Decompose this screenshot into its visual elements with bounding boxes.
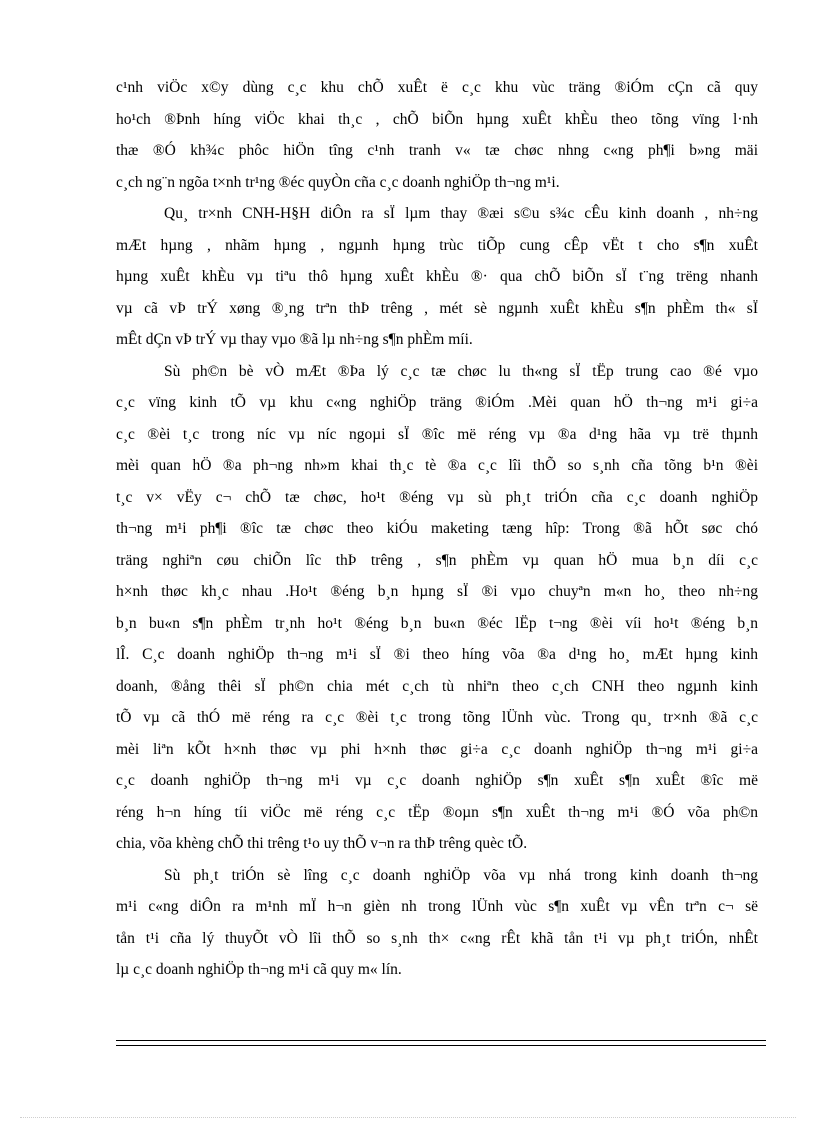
text-line: mèi liªn kÕt h×nh thøc vµ phi h×nh thøc gi÷a c¸c doanh nghiÖp th¬ng m¹i gi÷a bbox=[116, 740, 758, 758]
text-line: m¹i c«ng diÔn ra m¹nh mÏ h¬n gièn nh trong lÜnh vùc s¶n xuÊt vµ vÊn trªn c¬ së bbox=[116, 898, 758, 915]
text-line: mèi quan hÖ ®a ph¬ng nh»m khai th¸c tè ®a c¸c lîi thÕ so s¸nh cña tõng b¹n ®èi bbox=[116, 457, 758, 474]
document-body bbox=[116, 72, 758, 986]
text-line: c¸c doanh nghiÖp th¬ng m¹i vµ c¸c doanh nghiÖp s¶n xuÊt s¶n xuÊt ®îc më bbox=[116, 772, 758, 789]
text-line: t¸c v× vËy c¬ chÕ tæ chøc, ho¹t ®éng vµ sù ph¸t triÓn cña c¸c doanh nghiÖp bbox=[116, 488, 758, 506]
paragraph-3 bbox=[116, 356, 758, 860]
text-line: chia, võa khèng chÕ thi trêng t¹o uy thÕ v¬n ra thÞ trêng quèc tÕ. bbox=[116, 835, 528, 852]
text-line: h×nh thøc kh¸c nhau .Ho¹t ®éng b¸n hµng sÏ ®i vµo chuyªn m«n ho¸ theo nh÷ng bbox=[116, 583, 758, 600]
text-line: mÆt hµng , nhãm hµng , ngµnh hµng trùc tiÕp cung cÊp vËt t cho s¶n xuÊt bbox=[116, 236, 758, 254]
text-line: ho¹ch ®Þnh híng viÖc khai th¸c , chÕ biÕn hµng xuÊt khÈu theo tõng vïng l·nh bbox=[116, 110, 758, 128]
text-line: thæ ®Ó kh¾c phôc hiÖn tîng c¹nh tranh v« tæ chøc nhng c«ng ph¶i b»ng mäi bbox=[116, 142, 758, 159]
text-line: hµng xuÊt khÈu vµ tiªu thô hµng xuÊt khÈu ®· qua chÕ biÕn sÏ t¨ng trëng nhanh bbox=[116, 268, 758, 285]
paragraph-1 bbox=[116, 72, 758, 198]
text-line: th¬ng m¹i ph¶i ®îc tæ chøc theo kiÓu maketing tæng hîp: Trong ®ã hÕt søc chó bbox=[116, 520, 758, 537]
text-line: b¸n bu«n s¶n phÈm tr¸nh ho¹t ®éng b¸n bu«n ®éc lËp t¬ng ®èi víi ho¹t ®éng b¸n bbox=[116, 614, 758, 632]
text-line: c¹nh viÖc x©y dùng c¸c khu chÕ xuÊt ë c¸c khu vùc träng ®iÓm cÇn cã quy bbox=[116, 79, 758, 96]
text-line: vµ cã vÞ trÝ xøng ®¸ng trªn thÞ trêng , mét sè ngµnh xuÊt khÈu s¶n phÈm th« sÏ bbox=[116, 299, 758, 317]
text-line: réng h¬n híng tíi viÖc më réng c¸c tËp ®oµn s¶n xuÊt th¬ng m¹i ®Ó võa ph©n bbox=[116, 803, 758, 821]
text-line: c¸ch ng¨n ngõa t×nh tr¹ng ®éc quyÒn cña c¸c doanh nghiÖp th¬ng m¹i. bbox=[116, 173, 560, 191]
text-line: mÊt dÇn vÞ trÝ vµ thay vµo ®ã lµ nh÷ng s¶n phÈm míi. bbox=[116, 331, 473, 348]
footer-double-rule bbox=[116, 1040, 766, 1046]
text-line: tÕ vµ cã thÓ më réng ra c¸c ®èi t¸c trong tõng lÜnh vùc. Trong qu¸ tr×nh ®ã c¸c bbox=[116, 709, 758, 726]
paragraph-2 bbox=[116, 198, 758, 356]
text-line: Sù ph©n bè vÒ mÆt ®Þa lý c¸c tæ chøc lu th«ng sÏ tËp trung cao ®é vµo bbox=[164, 362, 758, 380]
text-line: doanh, ®ång thêi sÏ ph©n chia mét c¸ch tù nhiªn theo c¸ch CNH theo ngµnh kinh bbox=[116, 677, 758, 695]
page-bottom-dotted-line bbox=[20, 1117, 796, 1118]
paragraph-4 bbox=[116, 860, 758, 986]
text-line: c¸c ®èi t¸c trong níc vµ níc ngoµi sÏ ®îc më réng vµ ®a d¹ng hãa vµ trë thµnh bbox=[116, 425, 758, 443]
text-line: Qu¸ tr×nh CNH-H§H diÔn ra sÏ lµm thay ®æi s©u s¾c cÊu kinh doanh , nh÷ng bbox=[164, 205, 758, 222]
text-line: c¸c vïng kinh tÕ vµ khu c«ng nghiÖp träng ®iÓm .Mèi quan hÖ th¬ng m¹i gi÷a bbox=[116, 394, 758, 411]
text-line: Sù ph¸t triÓn sè lîng c¸c doanh nghiÖp võa vµ nhá trong kinh doanh th¬ng bbox=[164, 866, 758, 884]
text-line: träng nghiªn cøu chiÕn lîc thÞ trêng , s¶n phÈm vµ quan hÖ mua b¸n díi c¸c bbox=[116, 551, 758, 569]
text-line: lµ c¸c doanh nghiÖp th¬ng m¹i cã quy m« lín. bbox=[116, 961, 402, 978]
text-line: tån t¹i cña lý thuyÕt vÒ lîi thÕ so s¸nh th× c«ng rÊt khã tån t¹i vµ ph¸t triÓn, nhÊt bbox=[116, 929, 758, 947]
text-line: lÎ. C¸c doanh nghiÖp th¬ng m¹i sÏ ®i theo híng võa ®a d¹ng ho¸ mÆt hµng kinh bbox=[116, 646, 758, 663]
